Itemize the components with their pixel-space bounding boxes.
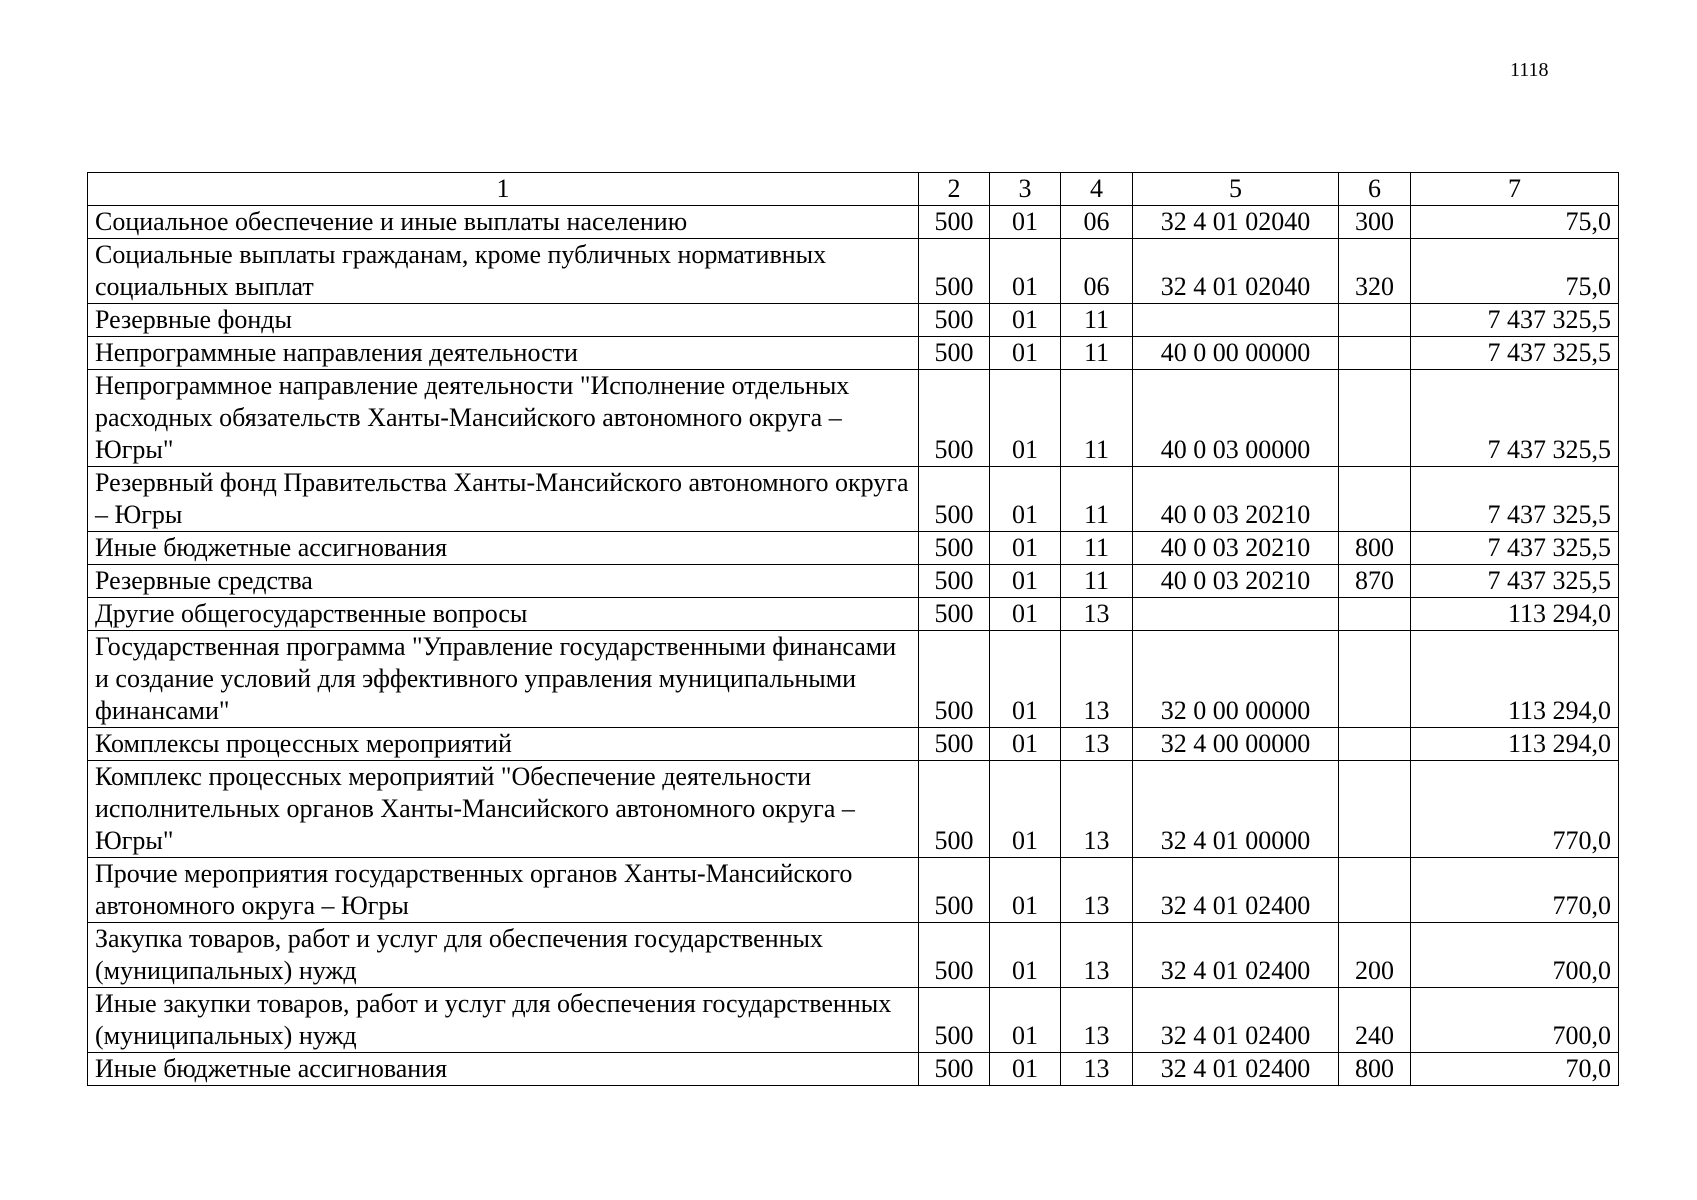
subsection-code-cell: 13 — [1061, 988, 1133, 1053]
expense-type-cell — [1339, 598, 1411, 631]
expense-type-cell — [1339, 728, 1411, 761]
section-code-cell: 01 — [990, 565, 1061, 598]
table-row — [88, 631, 1619, 728]
subsection-code-cell: 13 — [1061, 858, 1133, 923]
target-article-cell: 40 0 00 00000 — [1133, 337, 1339, 370]
column-header: 6 — [1339, 173, 1411, 206]
subsection-code-cell: 11 — [1061, 565, 1133, 598]
subsection-code-cell: 11 — [1061, 370, 1133, 467]
expense-type-cell — [1339, 467, 1411, 532]
amount-cell: 113 294,0 — [1411, 631, 1619, 728]
ministry-code-cell: 500 — [919, 370, 990, 467]
ministry-code-cell: 500 — [919, 239, 990, 304]
section-code-cell: 01 — [990, 467, 1061, 532]
section-code-cell: 01 — [990, 304, 1061, 337]
amount-cell: 7 437 325,5 — [1411, 304, 1619, 337]
row-name-cell: Прочие мероприятия государственных органов Ханты-Мансийского автономного округа – Югры — [88, 858, 919, 923]
row-name-cell: Государственная программа "Управление государственными финансами и создание условий для эффективного управления муниципальными финансами" — [88, 631, 919, 728]
row-name-cell: Иные закупки товаров, работ и услуг для обеспечения государственных (муниципальных) нужд — [88, 988, 919, 1053]
table-row — [88, 728, 1619, 761]
table-row — [88, 923, 1619, 988]
table-header-row — [88, 173, 1619, 206]
amount-cell: 7 437 325,5 — [1411, 565, 1619, 598]
row-name-cell: Другие общегосударственные вопросы — [88, 598, 919, 631]
expense-type-cell — [1339, 631, 1411, 728]
row-name-cell: Непрограммные направления деятельности — [88, 337, 919, 370]
ministry-code-cell: 500 — [919, 988, 990, 1053]
target-article-cell: 40 0 03 20210 — [1133, 532, 1339, 565]
target-article-cell: 40 0 03 20210 — [1133, 565, 1339, 598]
amount-cell: 75,0 — [1411, 239, 1619, 304]
subsection-code-cell: 13 — [1061, 1053, 1133, 1086]
expense-type-cell: 200 — [1339, 923, 1411, 988]
ministry-code-cell: 500 — [919, 631, 990, 728]
target-article-cell: 32 4 01 02400 — [1133, 1053, 1339, 1086]
amount-cell: 7 437 325,5 — [1411, 370, 1619, 467]
expense-type-cell — [1339, 370, 1411, 467]
target-article-cell — [1133, 598, 1339, 631]
amount-cell: 700,0 — [1411, 988, 1619, 1053]
ministry-code-cell: 500 — [919, 467, 990, 532]
table-row — [88, 337, 1619, 370]
table-row — [88, 304, 1619, 337]
expense-type-cell: 870 — [1339, 565, 1411, 598]
ministry-code-cell: 500 — [919, 728, 990, 761]
page-number: 1118 — [1510, 59, 1549, 81]
expense-type-cell: 240 — [1339, 988, 1411, 1053]
target-article-cell: 32 4 01 02040 — [1133, 239, 1339, 304]
table-row — [88, 565, 1619, 598]
expense-type-cell: 800 — [1339, 532, 1411, 565]
subsection-code-cell: 06 — [1061, 239, 1133, 304]
section-code-cell: 01 — [990, 206, 1061, 239]
section-code-cell: 01 — [990, 370, 1061, 467]
expense-type-cell: 320 — [1339, 239, 1411, 304]
expense-type-cell — [1339, 304, 1411, 337]
subsection-code-cell: 11 — [1061, 467, 1133, 532]
amount-cell: 70,0 — [1411, 1053, 1619, 1086]
ministry-code-cell: 500 — [919, 206, 990, 239]
row-name-cell: Резервный фонд Правительства Ханты-Мансийского автономного округа – Югры — [88, 467, 919, 532]
subsection-code-cell: 13 — [1061, 923, 1133, 988]
table-row — [88, 858, 1619, 923]
expense-type-cell — [1339, 337, 1411, 370]
target-article-cell: 32 4 01 02040 — [1133, 206, 1339, 239]
ministry-code-cell: 500 — [919, 923, 990, 988]
subsection-code-cell: 11 — [1061, 337, 1133, 370]
ministry-code-cell: 500 — [919, 532, 990, 565]
table-row — [88, 370, 1619, 467]
section-code-cell: 01 — [990, 728, 1061, 761]
target-article-cell: 32 4 01 02400 — [1133, 988, 1339, 1053]
expense-type-cell: 800 — [1339, 1053, 1411, 1086]
table-row — [88, 239, 1619, 304]
row-name-cell: Закупка товаров, работ и услуг для обеспечения государственных (муниципальных) нужд — [88, 923, 919, 988]
column-header: 4 — [1061, 173, 1133, 206]
table-row — [88, 988, 1619, 1053]
ministry-code-cell: 500 — [919, 761, 990, 858]
row-name-cell: Комплексы процессных мероприятий — [88, 728, 919, 761]
section-code-cell: 01 — [990, 761, 1061, 858]
subsection-code-cell: 13 — [1061, 598, 1133, 631]
target-article-cell: 40 0 03 20210 — [1133, 467, 1339, 532]
ministry-code-cell: 500 — [919, 1053, 990, 1086]
table-row — [88, 598, 1619, 631]
subsection-code-cell: 06 — [1061, 206, 1133, 239]
section-code-cell: 01 — [990, 598, 1061, 631]
target-article-cell: 32 4 01 00000 — [1133, 761, 1339, 858]
column-header: 2 — [919, 173, 990, 206]
subsection-code-cell: 11 — [1061, 532, 1133, 565]
ministry-code-cell: 500 — [919, 598, 990, 631]
ministry-code-cell: 500 — [919, 337, 990, 370]
section-code-cell: 01 — [990, 1053, 1061, 1086]
target-article-cell: 40 0 03 00000 — [1133, 370, 1339, 467]
subsection-code-cell: 13 — [1061, 631, 1133, 728]
section-code-cell: 01 — [990, 239, 1061, 304]
column-header: 5 — [1133, 173, 1339, 206]
table-row — [88, 467, 1619, 532]
amount-cell: 7 437 325,5 — [1411, 532, 1619, 565]
column-header: 3 — [990, 173, 1061, 206]
target-article-cell — [1133, 304, 1339, 337]
amount-cell: 113 294,0 — [1411, 598, 1619, 631]
section-code-cell: 01 — [990, 532, 1061, 565]
row-name-cell: Резервные средства — [88, 565, 919, 598]
budget-table — [87, 172, 1619, 1086]
target-article-cell: 32 0 00 00000 — [1133, 631, 1339, 728]
table-row — [88, 1053, 1619, 1086]
amount-cell: 113 294,0 — [1411, 728, 1619, 761]
row-name-cell: Социальные выплаты гражданам, кроме публичных нормативных социальных выплат — [88, 239, 919, 304]
amount-cell: 770,0 — [1411, 761, 1619, 858]
section-code-cell: 01 — [990, 988, 1061, 1053]
ministry-code-cell: 500 — [919, 565, 990, 598]
amount-cell: 7 437 325,5 — [1411, 467, 1619, 532]
subsection-code-cell: 13 — [1061, 728, 1133, 761]
target-article-cell: 32 4 00 00000 — [1133, 728, 1339, 761]
section-code-cell: 01 — [990, 337, 1061, 370]
row-name-cell: Социальное обеспечение и иные выплаты населению — [88, 206, 919, 239]
column-header: 1 — [88, 173, 919, 206]
amount-cell: 770,0 — [1411, 858, 1619, 923]
subsection-code-cell: 11 — [1061, 304, 1133, 337]
subsection-code-cell: 13 — [1061, 761, 1133, 858]
row-name-cell: Иные бюджетные ассигнования — [88, 1053, 919, 1086]
section-code-cell: 01 — [990, 923, 1061, 988]
amount-cell: 7 437 325,5 — [1411, 337, 1619, 370]
row-name-cell: Иные бюджетные ассигнования — [88, 532, 919, 565]
amount-cell: 700,0 — [1411, 923, 1619, 988]
expense-type-cell — [1339, 761, 1411, 858]
target-article-cell: 32 4 01 02400 — [1133, 923, 1339, 988]
table-row — [88, 532, 1619, 565]
row-name-cell: Комплекс процессных мероприятий "Обеспечение деятельности исполнительных органов Ханты-Мансийского автономного округа – Югры" — [88, 761, 919, 858]
expense-type-cell: 300 — [1339, 206, 1411, 239]
amount-cell: 75,0 — [1411, 206, 1619, 239]
expense-type-cell — [1339, 858, 1411, 923]
table-row — [88, 761, 1619, 858]
ministry-code-cell: 500 — [919, 304, 990, 337]
column-header: 7 — [1411, 173, 1619, 206]
table-row — [88, 206, 1619, 239]
ministry-code-cell: 500 — [919, 858, 990, 923]
row-name-cell: Непрограммное направление деятельности "Исполнение отдельных расходных обязательств Ханты-Мансийского автономного округа – Югры" — [88, 370, 919, 467]
target-article-cell: 32 4 01 02400 — [1133, 858, 1339, 923]
section-code-cell: 01 — [990, 858, 1061, 923]
section-code-cell: 01 — [990, 631, 1061, 728]
row-name-cell: Резервные фонды — [88, 304, 919, 337]
